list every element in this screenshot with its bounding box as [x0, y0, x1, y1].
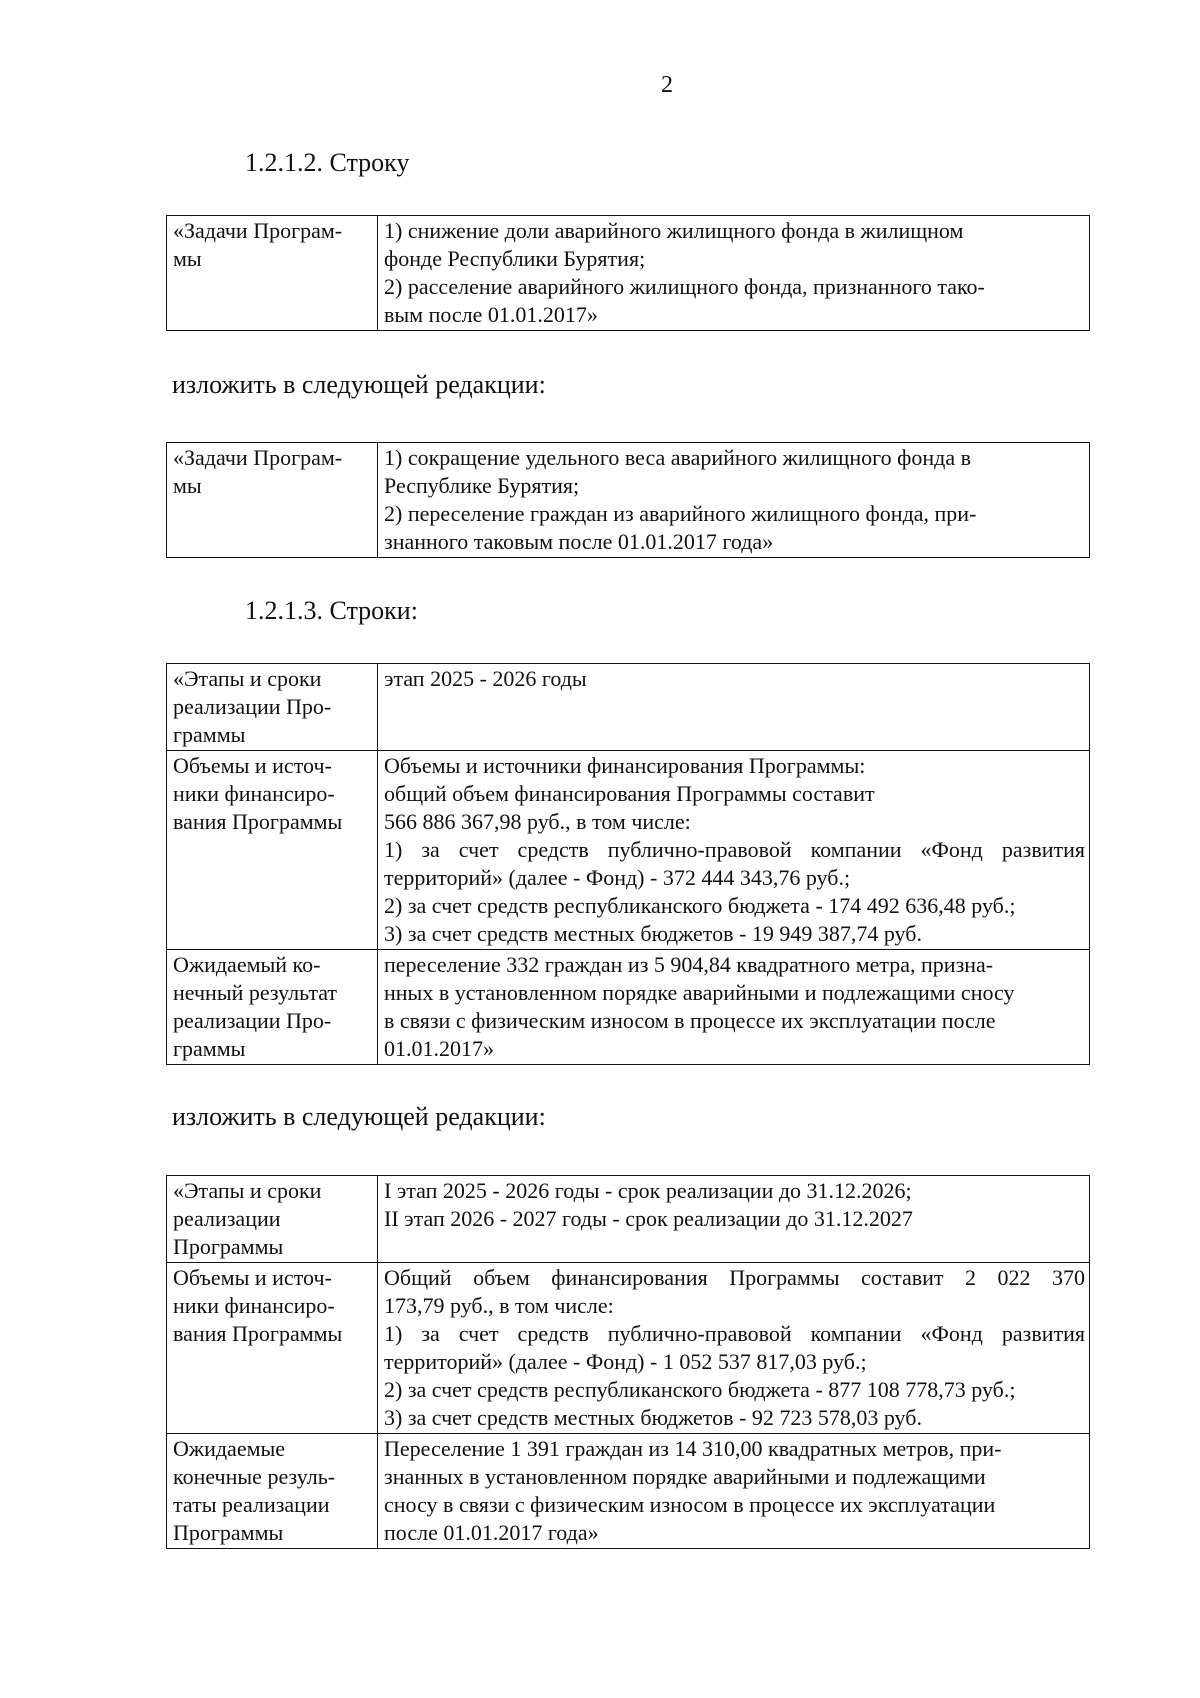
instruction-text: изложить в следующей редакции: — [172, 370, 546, 399]
text-line: нных в установленном порядке аварийными и подлежащими сносу — [384, 980, 1015, 1005]
row-label — [167, 1176, 378, 1263]
table-tasks-old — [166, 215, 1090, 331]
row-content — [378, 443, 1090, 558]
text-line: «Этапы и сроки — [173, 1178, 322, 1203]
text-line: реализации Про- — [173, 1008, 332, 1033]
row-label — [167, 1263, 378, 1434]
text-line: 2) расселение аварийного жилищного фонда, признанного тако- — [384, 274, 985, 299]
text-line: 3) за счет средств местных бюджетов - 19 949 387,74 руб. — [384, 921, 922, 946]
text-line: ники финансиро- — [173, 1293, 335, 1318]
text-line: «Задачи Програм- — [173, 218, 343, 243]
text-line: 1) за счет средств публично-правовой компании «Фонд развития — [384, 837, 1085, 862]
text-line: общий объем финансирования Программы составит — [384, 781, 875, 806]
row-label — [167, 751, 378, 950]
table-row — [167, 1263, 1090, 1434]
row-label — [167, 216, 378, 331]
table-row — [167, 950, 1090, 1065]
text-line: в связи с физическим износом в процессе их эксплуатации после — [384, 1008, 996, 1033]
text-line: 3) за счет средств местных бюджетов - 92 723 578,03 руб. — [384, 1405, 922, 1430]
table-row — [167, 216, 1090, 331]
text-line: этап 2025 - 2026 годы — [384, 666, 587, 691]
text-line: 1) сокращение удельного веса аварийного жилищного фонда в — [384, 445, 971, 470]
text-line: после 01.01.2017 года» — [384, 1520, 599, 1545]
text-line: 566 886 367,98 руб., в том числе: — [384, 809, 691, 834]
text-line: 01.01.2017» — [384, 1036, 494, 1061]
text-line: Ожидаемый ко- — [173, 952, 321, 977]
text-line: вания Программы — [173, 809, 343, 834]
table-tasks-new — [166, 442, 1090, 558]
table-row — [167, 664, 1090, 751]
text-line: фонде Республики Бурятия; — [384, 246, 646, 271]
text-line: 173,79 руб., в том числе: — [384, 1293, 614, 1318]
text-line: граммы — [173, 1036, 246, 1061]
text-line: вания Программы — [173, 1321, 343, 1346]
text-line: 2) за счет средств республиканского бюджета - 174 492 636,48 руб.; — [384, 893, 1016, 918]
text-line: территорий» (далее - Фонд) - 372 444 343,76 руб.; — [384, 865, 851, 890]
row-label — [167, 664, 378, 751]
table-stages-old — [166, 663, 1090, 1065]
text-line: «Задачи Програм- — [173, 445, 343, 470]
text-line: Переселение 1 391 граждан из 14 310,00 квадратных метров, при- — [384, 1436, 1002, 1461]
text-line: Объемы и источники финансирования Программы: — [384, 753, 866, 778]
instruction-text: изложить в следующей редакции: — [172, 1102, 546, 1131]
text-line: Программы — [173, 1234, 284, 1259]
text-line: Программы — [173, 1520, 284, 1545]
text-line: мы — [173, 246, 202, 271]
text-line: реализации — [173, 1206, 281, 1231]
text-line: сносу в связи с физическим износом в процессе их эксплуатации — [384, 1492, 996, 1517]
row-content — [378, 664, 1090, 751]
text-line: Ожидаемые — [173, 1436, 286, 1461]
row-content — [378, 751, 1090, 950]
text-line: мы — [173, 473, 202, 498]
text-line: таты реализации — [173, 1492, 330, 1517]
table-row — [167, 1434, 1090, 1549]
page-number: 2 — [661, 72, 673, 98]
text-line: ники финансиро- — [173, 781, 335, 806]
text-line: территорий» (далее - Фонд) - 1 052 537 817,03 руб.; — [384, 1349, 867, 1374]
text-line: «Этапы и сроки — [173, 666, 322, 691]
text-line: II этап 2026 - 2027 годы - срок реализации до 31.12.2027 — [384, 1206, 913, 1231]
text-line: вым после 01.01.2017» — [384, 302, 598, 327]
row-content — [378, 1263, 1090, 1434]
row-label — [167, 443, 378, 558]
text-line: Общий объем финансирования Программы составит 2 022 370 — [384, 1265, 1085, 1290]
text-line: 1) за счет средств публично-правовой компании «Фонд развития — [384, 1321, 1085, 1346]
row-content — [378, 1434, 1090, 1549]
text-line: Объемы и источ- — [173, 753, 332, 778]
text-line: Объемы и источ- — [173, 1265, 332, 1290]
row-content — [378, 1176, 1090, 1263]
text-line: Республике Бурятия; — [384, 473, 580, 498]
row-label — [167, 1434, 378, 1549]
text-line: переселение 332 граждан из 5 904,84 квадратного метра, призна- — [384, 952, 994, 977]
text-line: 2) за счет средств республиканского бюджета - 877 108 778,73 руб.; — [384, 1377, 1016, 1402]
text-line: конечные резуль- — [173, 1464, 336, 1489]
text-line: 2) переселение граждан из аварийного жилищного фонда, при- — [384, 501, 977, 526]
text-line: реализации Про- — [173, 694, 332, 719]
text-line: I этап 2025 - 2026 годы - срок реализации до 31.12.2026; — [384, 1178, 912, 1203]
table-row — [167, 443, 1090, 558]
text-line: нечный результат — [173, 980, 338, 1005]
text-line: знанного таковым после 01.01.2017 года» — [384, 529, 774, 554]
text-line: знанных в установленном порядке аварийными и подлежащими — [384, 1464, 986, 1489]
section-heading-1-2-1-3: 1.2.1.3. Строки: — [245, 596, 418, 625]
table-row — [167, 751, 1090, 950]
row-label — [167, 950, 378, 1065]
row-content — [378, 216, 1090, 331]
row-content — [378, 950, 1090, 1065]
table-stages-new — [166, 1175, 1090, 1549]
table-row — [167, 1176, 1090, 1263]
text-line: 1) снижение доли аварийного жилищного фонда в жилищном — [384, 218, 964, 243]
text-line: граммы — [173, 722, 246, 747]
section-heading-1-2-1-2: 1.2.1.2. Строку — [245, 148, 410, 177]
